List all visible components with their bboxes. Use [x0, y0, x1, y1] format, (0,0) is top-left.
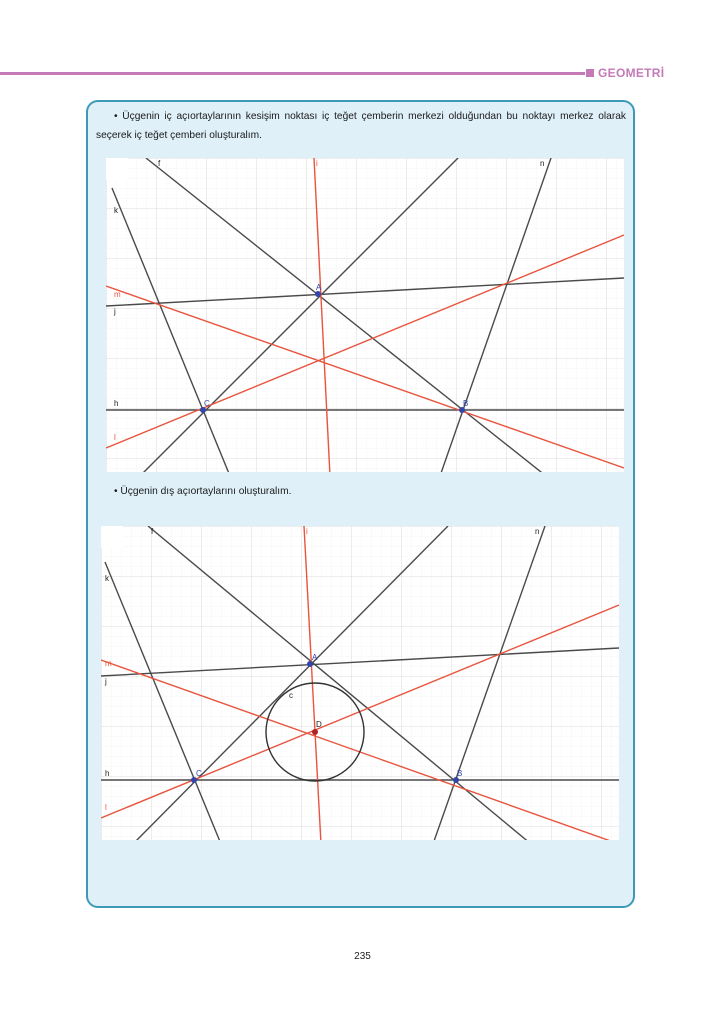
geometry-figure-1	[106, 158, 624, 472]
header-square-icon	[586, 69, 594, 77]
label-d: D	[316, 720, 322, 729]
label-line-f: f	[151, 527, 154, 536]
label-a: A	[316, 283, 322, 292]
label-line-f: f	[158, 159, 161, 168]
paragraph-incircle: • Üçgenin iç açıortaylarının kesişim noktası iç teğet çemberin merkezi olduğundan bu noktayı merkez olarak seçerek iç teğet çemberi oluşturalım.	[96, 111, 626, 141]
label-line-i: i	[306, 527, 308, 536]
label-line-m: m	[114, 290, 121, 299]
label-line-k: k	[114, 206, 118, 215]
label-b: B	[457, 769, 463, 778]
figure-2-canvas	[101, 526, 619, 840]
label-c: C	[204, 399, 210, 408]
page-number: 235	[354, 951, 371, 962]
header-rule	[0, 72, 585, 75]
label-line-k: k	[105, 574, 109, 583]
label-line-l: l	[105, 803, 107, 812]
corner-box	[106, 158, 128, 180]
label-line-n: n	[540, 159, 545, 168]
label-line-i: i	[316, 159, 318, 168]
label-c: C	[196, 769, 202, 778]
corner-box	[101, 526, 123, 548]
geometry-figure-2	[101, 526, 619, 840]
paragraph-external-bisectors: • Üçgenin dış açıortaylarını oluşturalım.	[114, 486, 292, 497]
label-line-j: j	[105, 677, 107, 686]
label-b: B	[463, 399, 469, 408]
figure-1-canvas	[106, 158, 624, 472]
label-line-n: n	[535, 527, 540, 536]
label-line-h: h	[105, 769, 110, 778]
label-line-m: m	[105, 659, 112, 668]
section-title: GEOMETRİ	[598, 66, 665, 80]
point-d	[312, 729, 318, 735]
label-line-h: h	[114, 399, 119, 408]
label-a: A	[312, 653, 318, 662]
label-line-j: j	[114, 307, 116, 316]
label-circle-c: c	[289, 691, 293, 700]
label-line-l: l	[114, 433, 116, 442]
